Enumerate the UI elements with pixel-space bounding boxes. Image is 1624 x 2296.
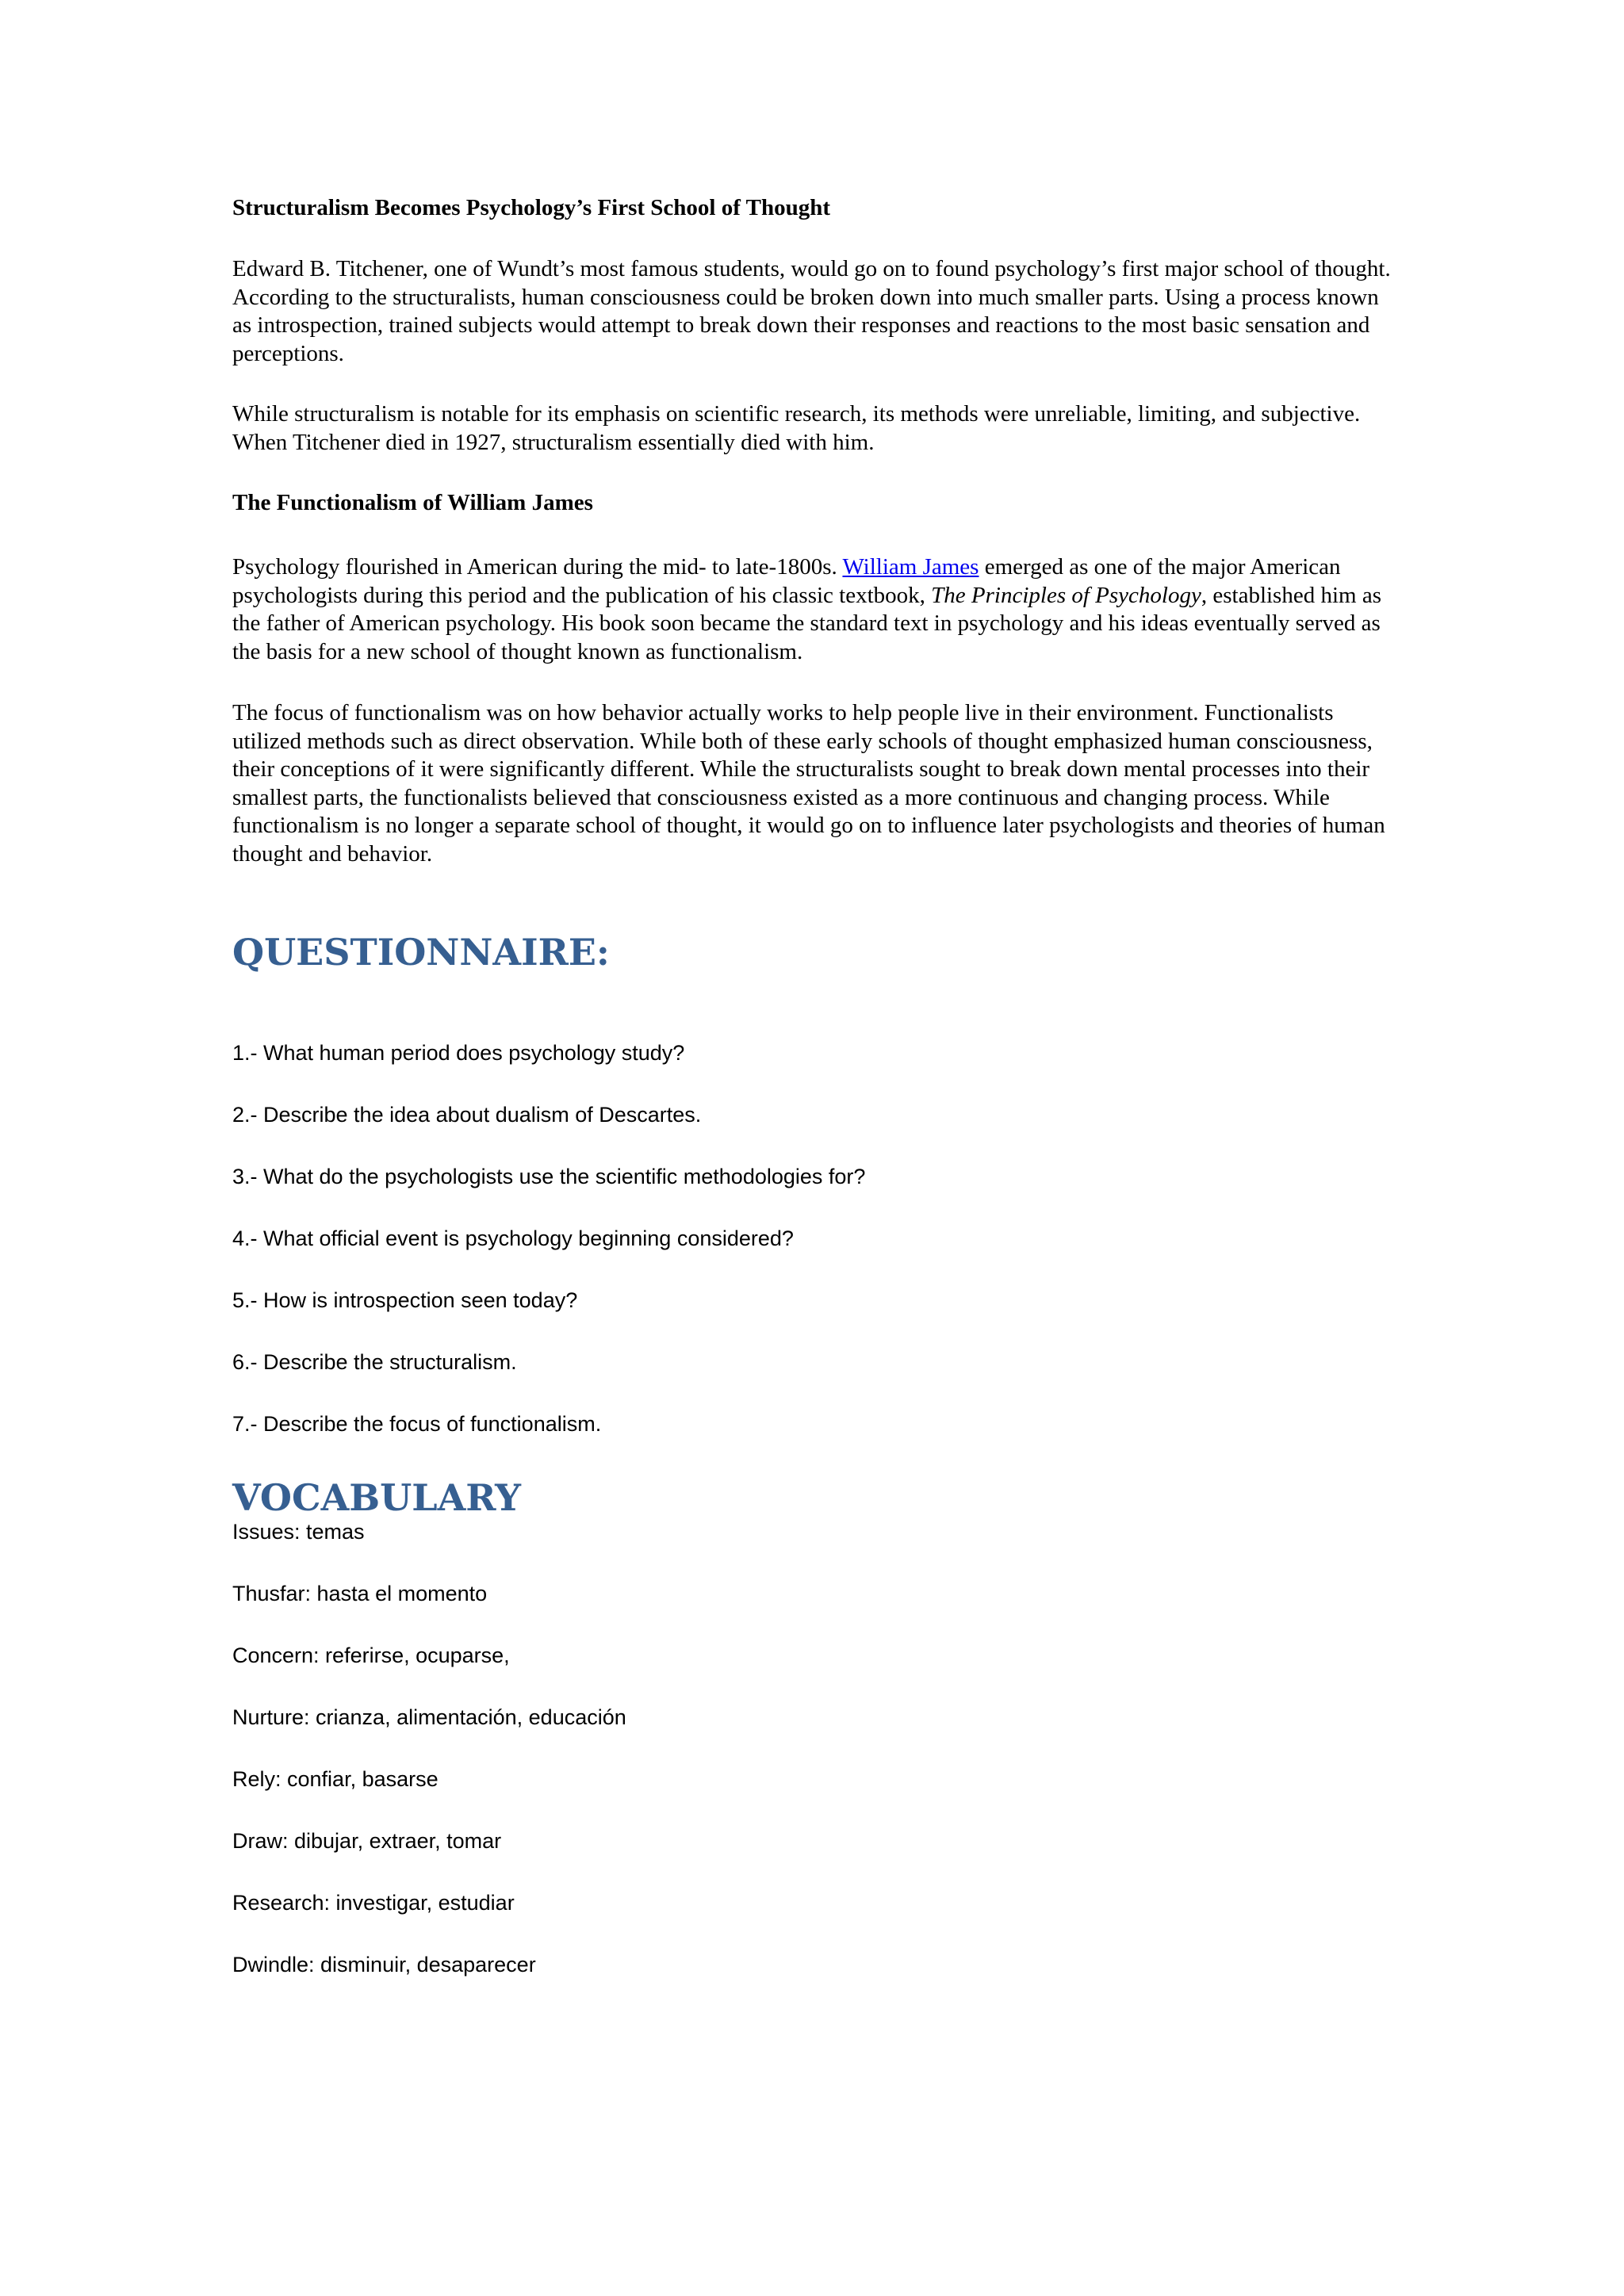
- paragraph-text-start: Psychology flourished in American during the mid- to late-1800s.: [232, 554, 843, 580]
- paragraph-text-middle: emerged as one of the major American psychologists during this period and the publication of his classic textbook,: [232, 554, 1341, 608]
- question-item: 5.- How is introspection seen today?: [232, 1288, 578, 1312]
- paragraph-structuralism-notable: While structuralism is notable for its emphasis on scientific research, its methods were unreliable, limiting, and subjective. When Titchener died in 1927, structuralism essentially died with him.: [232, 401, 1361, 455]
- questionnaire-list: [232, 1039, 1398, 1437]
- document-content: [232, 193, 1398, 2013]
- question-item: 2.- Describe the idea about dualism of Descartes.: [232, 1103, 702, 1127]
- section-heading-structuralism: Structuralism Becomes Psychology’s First School of Thought: [232, 195, 830, 220]
- book-title: The Principles of Psychology: [931, 582, 1201, 608]
- vocabulary-item: Thusfar: hasta el momento: [232, 1582, 488, 1605]
- paragraph-text-end: , established him as the father of American psychology. His book soon became the standard text in psychology and his ideas eventually served as the basis for a new school of thought known as functionalism.: [232, 582, 1381, 664]
- question-item: 3.- What do the psychologists use the scientific methodologies for?: [232, 1165, 866, 1188]
- paragraph-functionalism-focus: The focus of functionalism was on how behavior actually works to help people live in their environment. Functionalists utilized methods such as direct observation. While both of these early schools of thought emphasized human consciousness, their conceptions of it were significantly different. While the structuralists sought to break down mental processes into their smallest parts, the functionalists believed that consciousness existed as a more continuous and changing process. While functionalism is no longer a separate school of thought, it would go on to influence later psychologists and theories of human thought and behavior.: [232, 700, 1385, 867]
- william-james-link[interactable]: William James: [842, 554, 979, 580]
- section-heading-functionalism: The Functionalism of William James: [232, 490, 593, 515]
- vocabulary-item: Research: investigar, estudiar: [232, 1891, 515, 1915]
- question-item: 7.- Describe the focus of functionalism.: [232, 1412, 602, 1436]
- questionnaire-heading: QUESTIONNAIRE:: [232, 931, 610, 974]
- question-item: 6.- Describe the structuralism.: [232, 1350, 517, 1374]
- vocabulary-item: Draw: dibujar, extraer, tomar: [232, 1829, 502, 1853]
- vocabulary-item: Nurture: crianza, alimentación, educación: [232, 1705, 626, 1729]
- question-item: 1.- What human period does psychology study?: [232, 1041, 685, 1065]
- vocabulary-item: Dwindle: disminuir, desaparecer: [232, 1953, 536, 1976]
- vocabulary-item: Concern: referirse, ocuparse,: [232, 1644, 510, 1667]
- paragraph-functionalism-james: [232, 553, 1398, 666]
- paragraph-titchener: Edward B. Titchener, one of Wundt’s most famous students, would go on to found psychology’s first major school of thought. According to the structuralists, human consciousness could be broken down into much smaller parts. Using a process known as introspection, trained subjects would attempt to break down their responses and reactions to the most basic sensation and perceptions.: [232, 256, 1391, 366]
- vocabulary-item: Rely: confiar, basarse: [232, 1767, 439, 1791]
- vocabulary-item: Issues: temas: [232, 1520, 365, 1544]
- vocabulary-heading: VOCABULARY: [232, 1476, 521, 1519]
- vocabulary-list: [232, 1518, 1398, 1978]
- question-item: 4.- What official event is psychology beginning considered?: [232, 1226, 794, 1250]
